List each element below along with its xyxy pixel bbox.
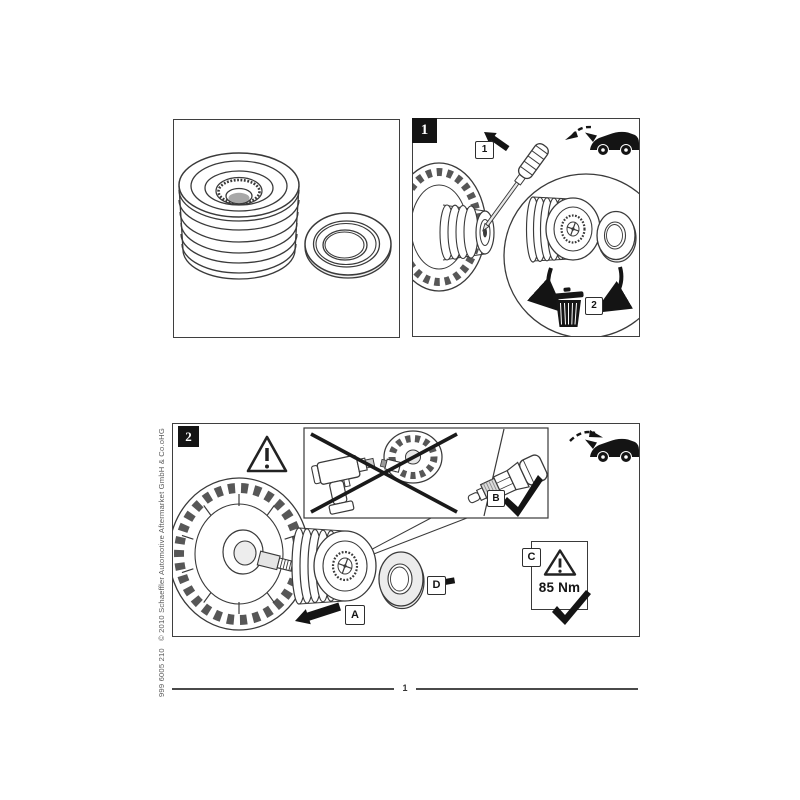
- step1-badge: [412, 118, 437, 143]
- torque-value: 85 Nm: [538, 580, 581, 595]
- tool-engagement-leader-lines: [363, 518, 467, 557]
- label-d-text: D: [432, 579, 441, 591]
- label-pulley-arrow: [345, 605, 365, 625]
- step1-badge-number: 1: [420, 122, 429, 138]
- alternator-drawing: [173, 478, 309, 630]
- step1-drawing: [413, 119, 639, 336]
- callout-pry-cap: [475, 141, 494, 159]
- alternator-pulley-side-view: [440, 205, 494, 260]
- warning-triangle-icon: [543, 548, 577, 577]
- protective-cap-drawing: [305, 213, 391, 278]
- label-torque-box: [522, 548, 541, 567]
- panel-parts-overview: [173, 119, 400, 338]
- callout-discard: [585, 297, 603, 315]
- pulley-detail-drawing: [527, 197, 601, 262]
- cap-detail-drawing: [597, 212, 636, 263]
- car-repair-icon: [565, 127, 639, 155]
- doc-number-text: 999 6005 210: [157, 648, 166, 697]
- page-number: 1: [402, 683, 408, 693]
- cap-drawing: [379, 552, 424, 609]
- step2-badge-number: 2: [185, 428, 192, 444]
- footer-rule-right: [416, 688, 638, 690]
- warning-triangle-icon: [248, 437, 286, 471]
- step2-badge: [178, 426, 199, 447]
- overrunning-alternator-pulley-drawing: [179, 153, 299, 279]
- footer-rule-left: [172, 688, 394, 690]
- checkmark-icon: [552, 590, 594, 630]
- callout-discard-number: 2: [591, 300, 597, 311]
- label-b-text: B: [492, 492, 500, 504]
- copyright-text: © 2010 Schaeffler Automotive Aftermarket GmbH & Co.oHG: [157, 428, 166, 641]
- label-cap-arrow: [427, 576, 446, 595]
- pulley-drawing: [292, 528, 376, 604]
- parts-overview-drawing: [174, 120, 399, 337]
- label-special-tool: [487, 490, 505, 507]
- label-a-text: A: [351, 608, 359, 621]
- panel-step1-remove-cap: [412, 118, 640, 337]
- callout-pry-cap-number: 1: [481, 144, 488, 155]
- label-c-text: C: [527, 551, 536, 563]
- car-repair-icon: [570, 430, 639, 462]
